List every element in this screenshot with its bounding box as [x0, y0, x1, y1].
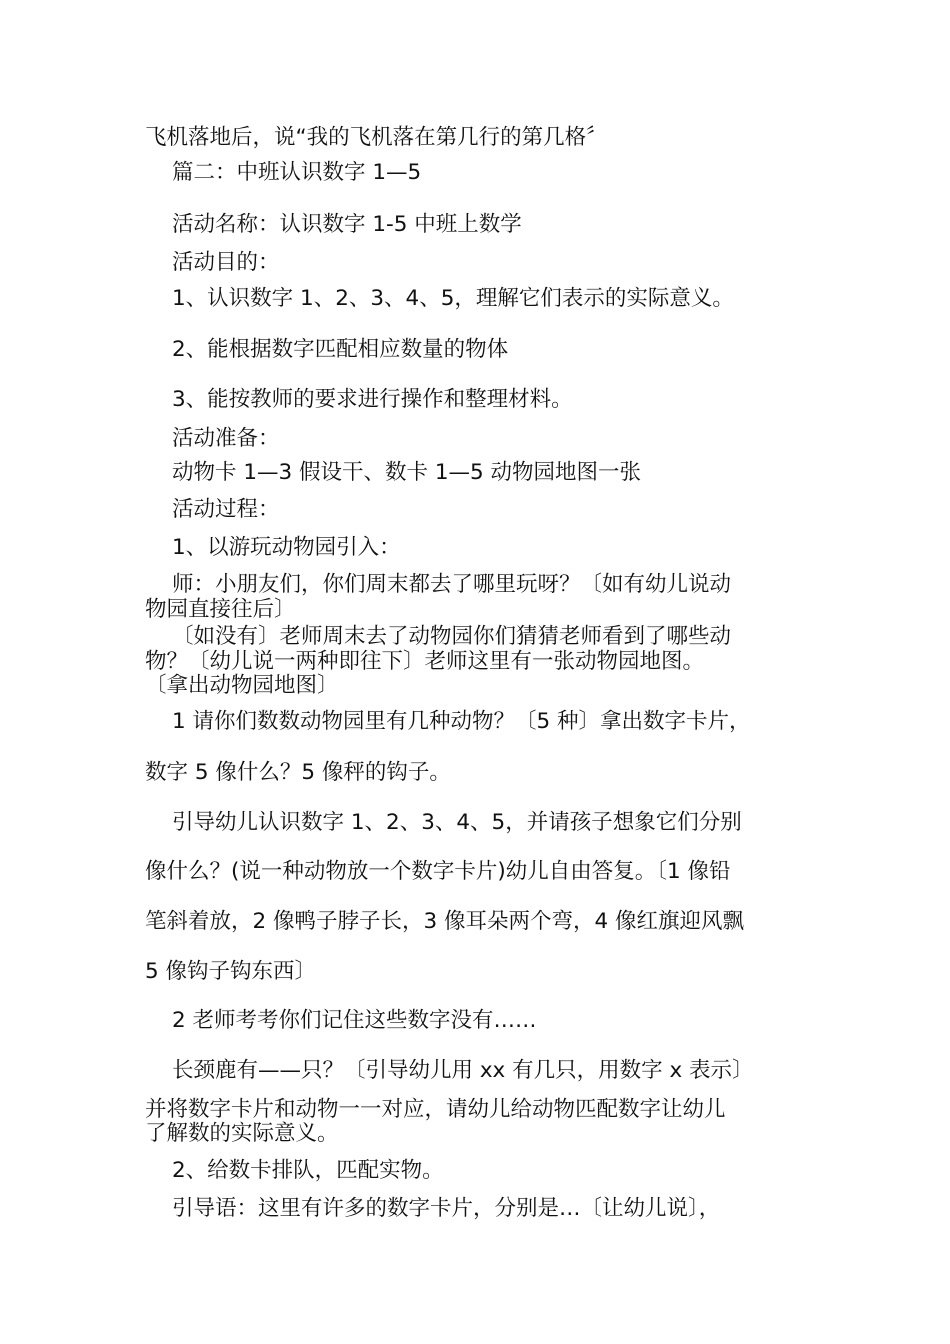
text-line: 并将数字卡片和动物一一对应，请幼儿给动物匹配数字让幼儿 — [145, 1097, 726, 1122]
section-heading: 篇二：中班认识数字 1—5 — [172, 160, 422, 185]
text-line: 了解数的实际意义。 — [145, 1121, 339, 1146]
text-line: 动物卡 1—3 假设干、数卡 1—5 动物园地图一张 — [172, 460, 642, 485]
text-line: 飞机落地后，说“我的飞机落在第几行的第几格〞 — [145, 125, 608, 150]
text-line: 引导幼儿认识数字 1、2、3、4、5，并请孩子想象它们分别 — [172, 810, 742, 835]
text-line: 物园直接往后〕 — [145, 597, 296, 622]
text-line: 活动目的： — [172, 250, 280, 275]
text-line: 像什么？(说一种动物放一个数字卡片)幼儿自由答复。〔1 像铅 — [145, 859, 731, 884]
text-line: 师：小朋友们，你们周末都去了哪里玩呀？〔如有幼儿说动 — [172, 572, 732, 597]
text-line: 引导语：这里有许多的数字卡片，分别是…〔让幼儿说〕， — [172, 1196, 721, 1221]
text-line: 〔如没有〕老师周末去了动物园你们猜猜老师看到了哪些动 — [172, 624, 732, 649]
text-line: 2、给数卡排队，匹配实物。 — [172, 1158, 444, 1183]
text-line: 活动准备： — [172, 426, 280, 451]
text-line: 2 老师考考你们记住这些数字没有…… — [172, 1008, 537, 1033]
text-line: 〔拿出动物园地图〕 — [145, 673, 339, 698]
text-line: 5 像钩子钩东西〕 — [145, 959, 317, 984]
text-line: 活动过程： — [172, 497, 280, 522]
text-line: 2、能根据数字匹配相应数量的物体 — [172, 337, 509, 362]
text-line: 1 请你们数数动物园里有几种动物？〔5 种〕拿出数字卡片， — [172, 709, 751, 734]
text-line: 物？〔幼儿说一两种即往下〕老师这里有一张动物园地图。 — [145, 649, 705, 674]
text-line: 3、能按教师的要求进行操作和整理材料。 — [172, 387, 573, 412]
text-line: 长颈鹿有——只？〔引导幼儿用 xx 有几只，用数字 x 表示〕 — [172, 1058, 754, 1083]
text-line: 笔斜着放，2 像鸭子脖子长，3 像耳朵两个弯，4 像红旗迎风飘 — [145, 909, 745, 934]
text-line: 数字 5 像什么？5 像秤的钩子。 — [145, 760, 451, 785]
text-line: 1、认识数字 1、2、3、4、5，理解它们表示的实际意义。 — [172, 286, 734, 311]
text-line: 活动名称：认识数字 1-5 中班上数学 — [172, 212, 522, 237]
text-line: 1、以游玩动物园引入： — [172, 535, 401, 560]
